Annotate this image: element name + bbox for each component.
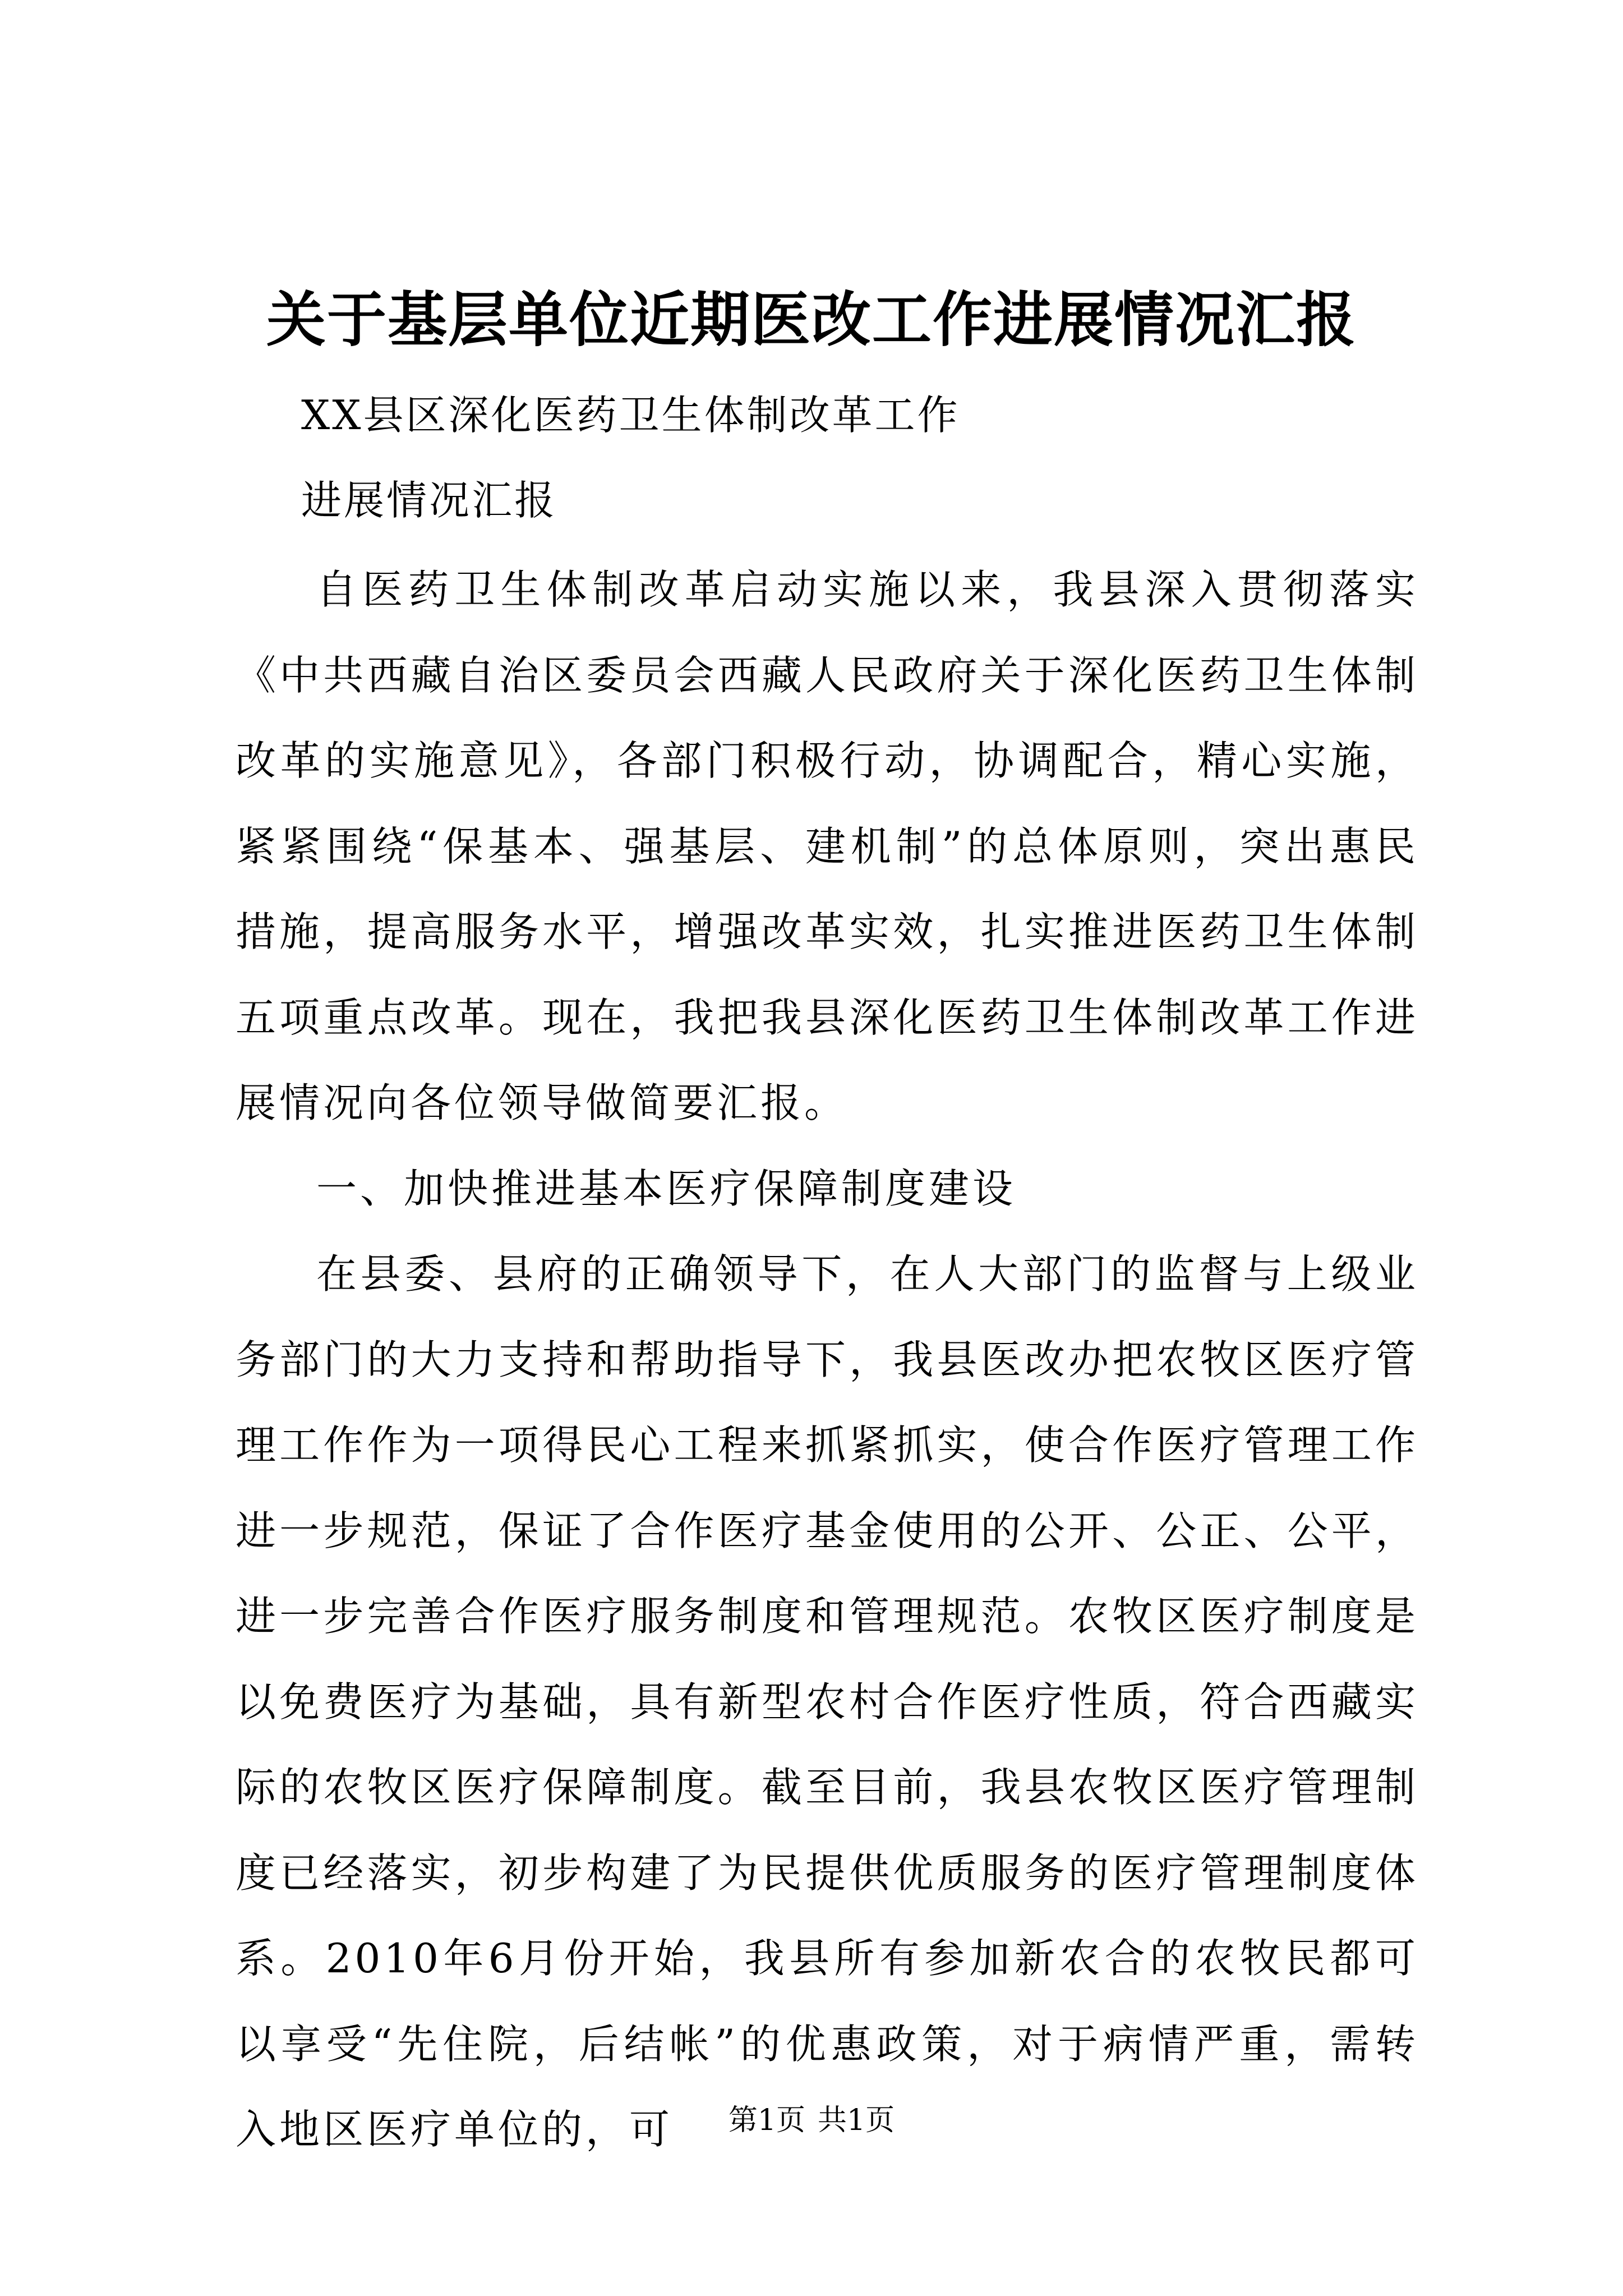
document-title: 关于基层单位近期医改工作进展情况汇报: [266, 284, 1357, 355]
paragraph-section-1: 在县委、县府的正确领导下，在人大部门的监督与上级业务部门的大力支持和帮助指导下，我县医改办把农牧区医疗管理工作作为一项得民心工程来抓紧抓实，使合作医疗管理工作进一步规范，保证了合作医疗基金使用的公开、公正、公平，进一步完善合作医疗服务制度和管理规范。农牧区医疗制度是以免费医疗为基础，具有新型农村合作医疗性质，符合西藏实际的农牧区医疗保障制度。截至目前，我县农牧区医疗管理制度已经落实，初步构建了为民提供优质服务的医疗管理制度体系。2010年6月份开始，我县所有参加新农合的农牧民都可以享受“先住院，后结帐”的优惠政策，对于病情严重，需转入地区医疗单位的，可: [236, 1250, 1419, 2153]
page-total: 共1页: [818, 2104, 895, 2137]
document-body: [236, 547, 1419, 2173]
report-subtitle-line2: 进展情况汇报: [301, 477, 557, 524]
page-number: 第1页: [728, 2104, 805, 2137]
paragraph-intro: 自医药卫生体制改革启动实施以来，我县深入贯彻落实《中共西藏自治区委员会西藏人民政府关于深化医药卫生体制改革的实施意见》，各部门积极行动，协调配合，精心实施，紧紧围绕“保基本、强基层、建机制”的总体原则，突出惠民措施，提高服务水平，增强改革实效，扎实推进医药卫生体制五项重点改革。现在，我把我县深化医药卫生体制改革工作进展情况向各位领导做简要汇报。: [236, 566, 1419, 1126]
section-heading-1: 一、加快推进基本医疗保障制度建设: [316, 1165, 1017, 1212]
report-subtitle-line1: XX县区深化医药卫生体制改革工作: [301, 392, 960, 439]
page-footer: [0, 2098, 1623, 2143]
